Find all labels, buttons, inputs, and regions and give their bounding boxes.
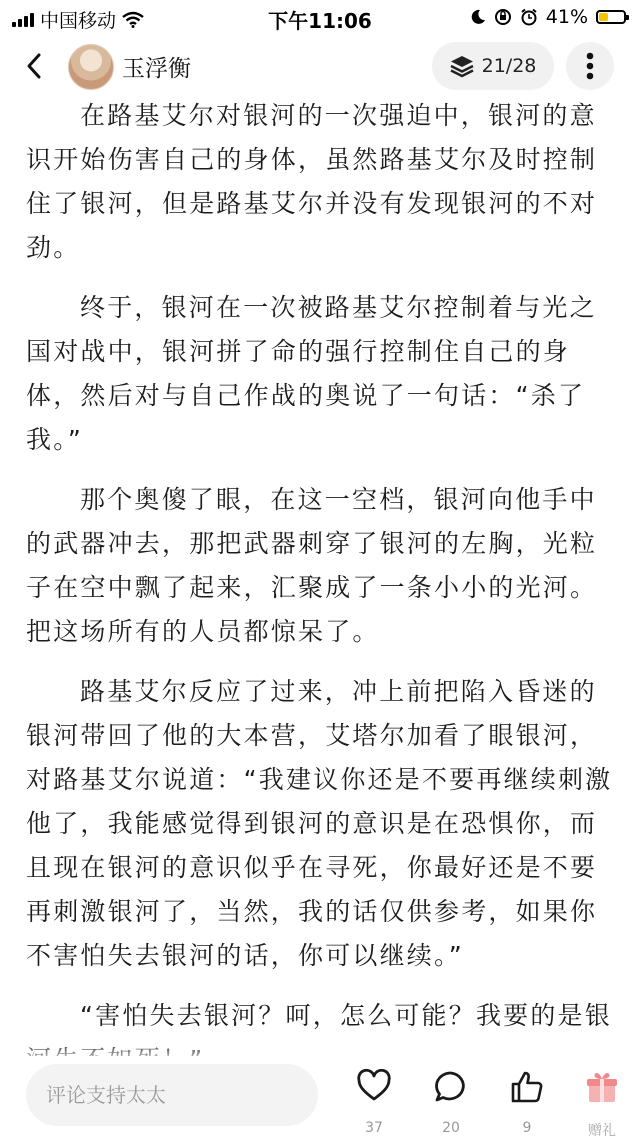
comment-count: 20	[442, 1120, 460, 1136]
orientation-lock-icon	[494, 8, 512, 26]
heart-icon	[357, 1070, 391, 1102]
chapter-content	[26, 94, 614, 1054]
paragraph: 在路基艾尔对银河的一次强迫中，银河的意识开始伤害自己的身体，虽然路基艾尔及时控制住了银河，但是路基艾尔并没有发现银河的不对劲。	[26, 101, 598, 262]
chevron-left-icon	[26, 53, 42, 79]
paragraph: 终于，银河在一次被路基艾尔控制着与光之国对战中，银河拼了命的强行控制住自己的身体，然后对与自己作战的奥说了一句话：“杀了我。”	[26, 293, 597, 454]
author-name[interactable]: 玉浮衡	[122, 56, 191, 82]
status-bar	[0, 0, 640, 34]
thumbs-up-button[interactable]	[497, 1070, 557, 1136]
like-button[interactable]	[344, 1070, 404, 1136]
status-right	[470, 6, 626, 28]
alarm-icon	[520, 8, 538, 26]
paragraph: 路基艾尔反应了过来，冲上前把陷入昏迷的银河带回了他的大本营，艾塔尔加看了眼银河，对路基艾尔说道：“我建议你还是不要再继续刺激他了，我能感觉得到银河的意识是在恐惧你，而且现在银河的意识似乎在寻死，你最好还是不要再刺激银河了，当然，我的话仅供参考，如果你不害怕失去银河的话，你可以继续。”	[26, 677, 613, 970]
chapter-selector-button[interactable]	[432, 42, 554, 90]
like-count: 37	[365, 1120, 383, 1136]
author-avatar[interactable]	[68, 44, 114, 90]
battery-fill	[599, 13, 608, 21]
more-vertical-icon	[586, 52, 594, 80]
speech-bubble-icon	[434, 1070, 468, 1104]
back-button[interactable]	[14, 46, 54, 86]
reader-header	[0, 34, 640, 98]
bottom-action-bar	[0, 1056, 640, 1139]
more-button[interactable]	[566, 42, 614, 90]
battery-icon	[596, 10, 626, 24]
thumbs-up-count: 9	[522, 1120, 532, 1136]
gift-icon	[586, 1070, 618, 1104]
chapter-progress: 21/28	[481, 55, 537, 77]
paragraph: “害怕失去银河？呵，怎么可能？我要的是银	[80, 1001, 612, 1030]
clock: 下午11:06	[268, 9, 372, 33]
gift-button[interactable]	[572, 1070, 632, 1139]
thumbs-up-icon	[510, 1070, 544, 1104]
moon-icon	[470, 9, 486, 25]
comment-button[interactable]	[421, 1070, 481, 1136]
layers-icon	[450, 55, 474, 77]
gift-label: 赠礼	[588, 1123, 616, 1139]
battery-percent: 41%	[545, 6, 588, 28]
carrier-label: 中国移动	[40, 10, 117, 32]
comment-input[interactable]	[26, 1064, 318, 1126]
paragraph: 那个奥傻了眼，在这一空档，银河向他手中的武器冲去，那把武器刺穿了银河的左胸，光粒子在空中飘了起来，汇聚成了一条小小的光河。把这场所有的人员都惊呆了。	[26, 485, 598, 646]
